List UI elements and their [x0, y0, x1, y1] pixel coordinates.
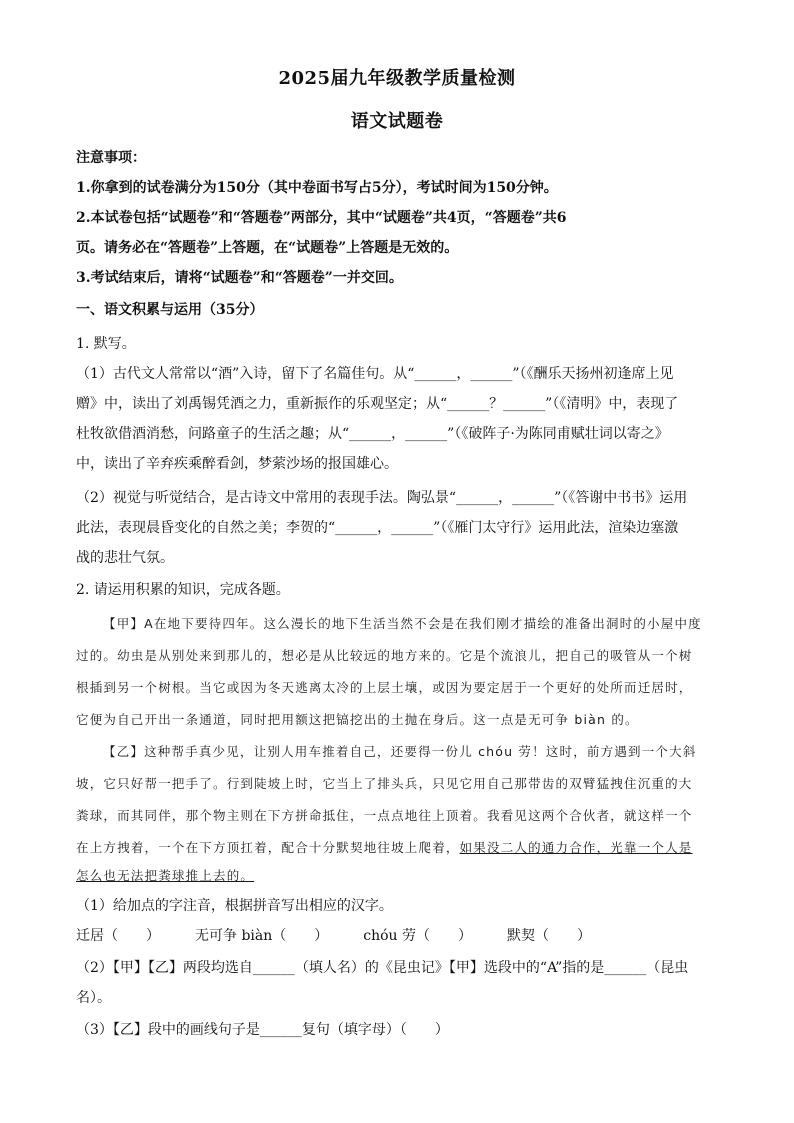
passage-yi-line-5: [76, 866, 721, 886]
notes-line-1: 1.你拿到的试卷满分为150分（其中卷面书写占5分），考试时间为150分钟。: [76, 180, 558, 196]
passage-jia-line-3: 根插到另一个树根。当它或因为冬天逃离太冷的上层土壤，或因为要定居于一个更好的处所而迁居时，: [76, 680, 693, 695]
passage-yi-line-3: 粪球，而其同伴，那个物主则在下方拼命抵住，一点点地往上顶着。我看见这两个合伙者，就这样一个: [76, 808, 693, 823]
section-heading: 一、语文积累与运用（35分）: [76, 302, 264, 318]
question-1-1-line-1: （1）古代文人常常以“酒”入诗，留下了名篇佳句。从“______，______”（《酬乐天扬州初逢席上见: [76, 366, 674, 382]
question-1-2-line-3: 战的悲壮气氛。: [76, 550, 174, 566]
sub-question-2-line-2: 名）。: [76, 990, 111, 1006]
question-1-label: 1. 默写。: [76, 336, 136, 352]
notes-line-2: 2.本试卷包括“试题卷”和“答题卷”两部分，其中“试题卷”共4页，“答题卷”共6: [76, 210, 567, 226]
sub-question-2-line-1: （2）【甲】【乙】两段均选自______（填人名）的《昆虫记》【甲】选段中的“A”指的是______（昆虫: [76, 960, 689, 976]
question-1-1-line-4: 中，读出了辛弃疾乘醉看剑，梦萦沙场的报国雄心。: [76, 456, 398, 472]
question-2-label: 2. 请运用积累的知识，完成各题。: [76, 582, 290, 598]
underlined-sentence-part-2: 怎么也无法把粪球推上去的。: [76, 868, 255, 883]
notes-line-3: 页。请务必在“答题卷”上答题，在“试题卷”上答题是无效的。: [76, 240, 459, 256]
question-1-2-line-2: 此法，表现晨昏变化的自然之美；李贺的“______，______”（《雁门太守行》运用此法，渲染边塞激: [76, 520, 679, 536]
passage-yi-line-1: 【乙】这种帮手真少见，让别人用车推着自己，还要得一份儿 chóu 劳！这时，前方遇到一个大斜: [103, 744, 697, 759]
passage-yi-line-4-text: 在上方拽着，一个在下方顶扛着，配合十分默契地往坡上爬着，: [76, 840, 460, 855]
underlined-sentence-part-1: 如果没二人的通力合作，光靠一个人是: [459, 840, 693, 855]
passage-jia-line-1: 【甲】A在地下要待四年。这么漫长的地下生活当然不会是在我们刚才描绘的准备出洞时的小屋中度: [103, 616, 702, 631]
question-1-2-line-1: （2）视觉与听觉结合，是古诗文中常用的表现手法。陶弘景“______，______”（《答谢中书书》运用: [76, 490, 688, 506]
sub-question-3: （3）【乙】段中的画线句子是______复句（填字母）（ ）: [76, 1022, 449, 1038]
passage-jia-line-2: 过的。幼虫是从别处来到那儿的，想必是从比较远的地方来的。它是个流浪儿，把自己的吸管从一个树: [76, 648, 693, 663]
question-1-1-line-2: 赠》中，读出了刘禹锡凭酒之力，重新振作的乐观坚定；从“______？______”（《清明》中，表现了: [76, 396, 679, 412]
passage-yi-line-2: 坡，它只好帮一把手了。行到陡坡上时，它当上了排头兵，只见它用自己那带齿的双臂猛拽住沉重的大: [76, 776, 693, 791]
passage-yi-line-4: [76, 838, 721, 858]
notes-line-4: 3.考试结束后，请将“试题卷”和“答题卷”一并交回。: [76, 270, 403, 286]
question-1-1-line-3: 杜牧欲借酒消愁，问路童子的生活之趣；从“______，______”（《破阵子·为陈同甫赋壮词以寄之》: [76, 426, 669, 442]
passage-jia-line-4: 它便为自己开出一条通道，同时把用额这把镐挖出的土抛在身后。这一点是无可争 biàn 的。: [76, 712, 639, 727]
exam-title: 2025届九年级教学质量检测: [278, 68, 516, 89]
exam-subtitle: 语文试题卷: [350, 111, 444, 132]
sub-question-1: （1）给加点的字注音，根据拼音写出相应的汉字。: [76, 898, 393, 914]
notes-heading: 注意事项：: [76, 150, 146, 166]
sub-question-1-items: 迁居（ ） 无可争 biàn（ ） chóu 劳（ ） 默契（ ）: [76, 928, 592, 944]
